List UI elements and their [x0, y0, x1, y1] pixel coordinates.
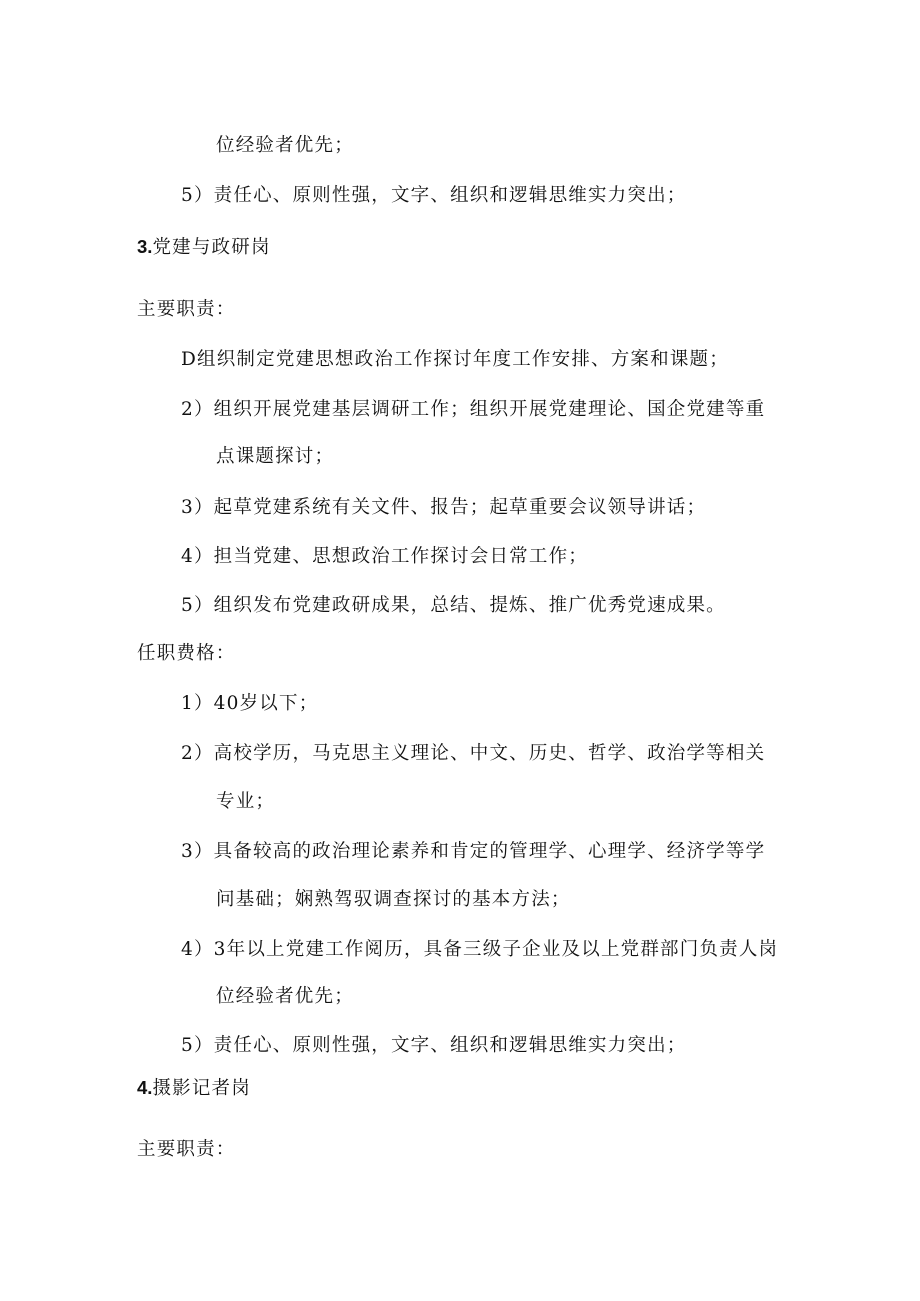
text-line: 点课题探讨；: [216, 446, 335, 467]
list-item: 3）起草党建系统有关文件、报告；起草重要会议领导讲话；: [181, 497, 707, 518]
list-item: 3）具备较高的政治理论素养和肯定的管理学、心理学、经济学等学: [181, 841, 766, 862]
list-item: D组织制定党建思想政治工作探讨年度工作安排、方案和课题；: [181, 349, 729, 370]
text-line: 位经验者优先；: [216, 986, 354, 1007]
list-item: 5）组织发布党建政研成果，总结、提炼、推广优秀党速成果。: [181, 595, 726, 616]
list-item: 4）3年以上党建工作阅历，具备三级子企业及以上党群部门负责人岗: [181, 939, 779, 960]
list-item: 5）责任心、原则性强，文字、组织和逻辑思维实力突出；: [181, 1035, 687, 1056]
list-item: 1）40岁以下；: [181, 693, 319, 714]
subheading-qualifications: 任职费格：: [137, 643, 236, 664]
list-item: 2）组织开展党建基层调研工作；组织开展党建理论、国企党建等重: [181, 399, 766, 420]
subheading-duties: 主要职责：: [137, 1139, 236, 1160]
subheading-duties: 主要职责：: [137, 299, 236, 320]
section-heading: [137, 235, 271, 260]
list-item: 4）担当党建、思想政治工作探讨会日常工作；: [181, 546, 588, 567]
section-number: 3.: [137, 236, 153, 257]
section-title: 摄影记者岗: [152, 1078, 251, 1099]
section-title: 党建与政研岗: [152, 237, 271, 258]
text-line: 专业；: [216, 791, 276, 812]
section-heading: [137, 1076, 251, 1101]
list-item: 5）责任心、原则性强，文字、组织和逻辑思维实力突出；: [181, 185, 687, 206]
section-number: 4.: [137, 1077, 153, 1098]
text-line: 位经验者优先；: [216, 135, 354, 156]
text-line: 问基础；娴熟驾驭调查探讨的基本方法；: [216, 889, 571, 910]
list-item: 2）高校学历，马克思主义理论、中文、历史、哲学、政治学等相关: [181, 743, 766, 764]
